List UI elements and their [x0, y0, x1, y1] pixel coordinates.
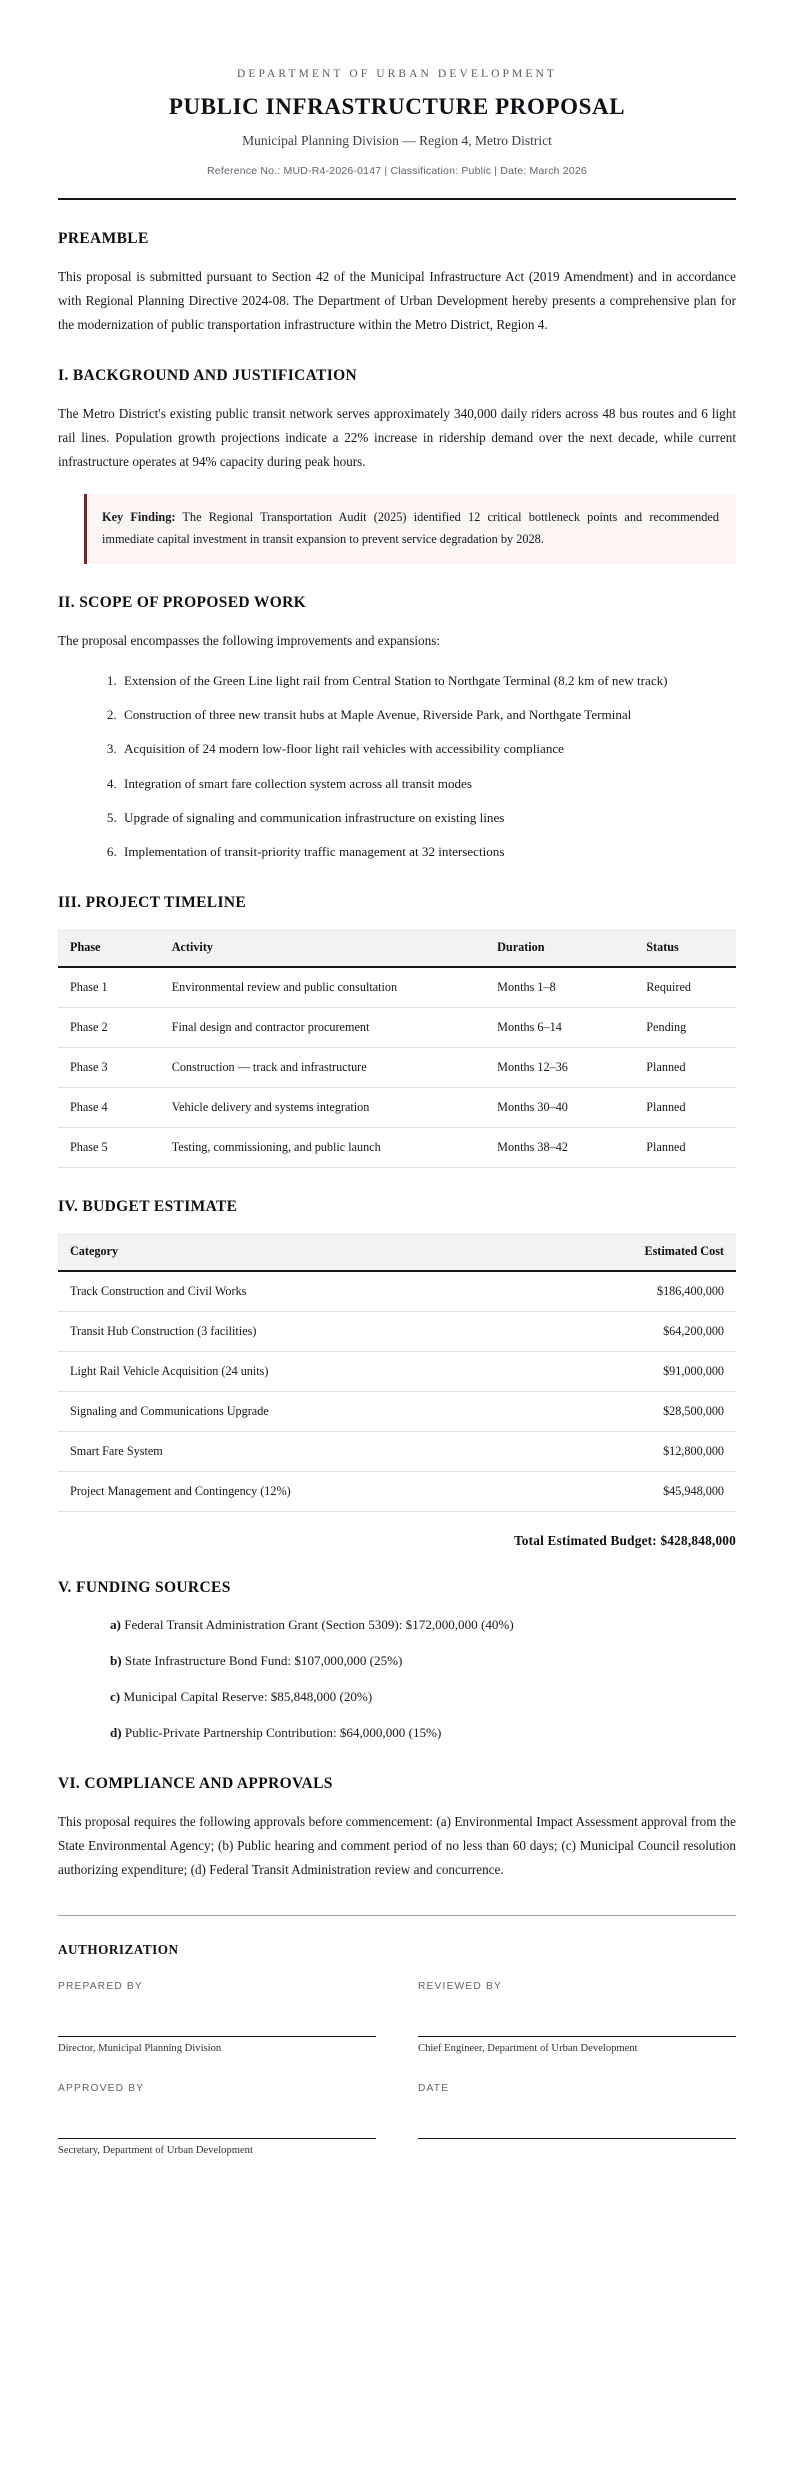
table-row: [58, 1271, 736, 1312]
table-cell: Environmental review and public consultation: [160, 967, 485, 1008]
column-header: Estimated Cost: [505, 1233, 736, 1271]
signature-line[interactable]: [58, 2098, 376, 2139]
authorization-block: [58, 1942, 736, 2165]
preamble-paragraph: This proposal is submitted pursuant to Section 42 of the Municipal Infrastructure Act (2019 Amendment) and in accordance with Regional Planning Directive 2024-08. The Department of Urban Development hereby presents a comprehensive plan for the modernization of public transportation infrastructure within the Metro District, Region 4.: [58, 269, 736, 333]
table-row: [58, 1431, 736, 1471]
budget-table: [58, 1233, 736, 1512]
timeline-table-body: [58, 967, 736, 1168]
scope-intro: The proposal encompasses the following improvements and expansions:: [58, 632, 440, 648]
masthead-divider: [58, 198, 736, 200]
table-cell: Phase 5: [58, 1127, 160, 1167]
column-header: Status: [634, 929, 736, 967]
table-row: [58, 1007, 736, 1047]
table-row: [58, 1391, 736, 1431]
table-header-row: [58, 1233, 736, 1271]
table-cell: Signaling and Communications Upgrade: [58, 1391, 505, 1431]
section-funding: [58, 1579, 736, 1745]
list-marker: d): [110, 1725, 122, 1741]
table-cell: Pending: [634, 1007, 736, 1047]
section-heading-funding: V. FUNDING SOURCES: [58, 1578, 231, 1596]
signature-field: [418, 2083, 736, 2165]
document-masthead: [58, 58, 736, 177]
list-item: 1. Extension of the Green Line light rail from Central Station to Northgate Terminal (8.2 km of new track): [120, 669, 736, 692]
signature-caption: Secretary, Department of Urban Development: [58, 2144, 253, 2156]
table-cell: Months 38–42: [485, 1127, 634, 1167]
table-row: [58, 967, 736, 1008]
list-item: [110, 1722, 736, 1744]
table-cell: Phase 1: [58, 967, 160, 1008]
section-heading-budget: IV. BUDGET ESTIMATE: [58, 1197, 238, 1215]
section-timeline: [58, 894, 736, 1168]
signature-caption: Chief Engineer, Department of Urban Development: [418, 2042, 638, 2054]
table-cell: Light Rail Vehicle Acquisition (24 units): [58, 1351, 505, 1391]
list-item: [110, 1650, 736, 1672]
funding-list: [58, 1614, 736, 1745]
budget-total: Total Estimated Budget: $428,848,000: [513, 1532, 736, 1548]
table-row: [58, 1351, 736, 1391]
table-row: [58, 1311, 736, 1351]
table-cell: Vehicle delivery and systems integration: [160, 1087, 485, 1127]
signature-field-label: DATE: [418, 2082, 450, 2094]
signature-field-label: APPROVED BY: [58, 2082, 145, 2094]
column-header: Category: [58, 1233, 505, 1271]
signature-caption: [418, 2145, 736, 2159]
section-budget: [58, 1198, 736, 1549]
budget-table-body: [58, 1271, 736, 1512]
list-item: 5. Upgrade of signaling and communication infrastructure on existing lines: [120, 806, 736, 829]
section-heading-background: I. BACKGROUND AND JUSTIFICATION: [58, 367, 358, 385]
document-subtitle: Municipal Planning Division — Region 4, Metro District: [242, 133, 552, 148]
list-item-label: Municipal Capital Reserve: $85,848,000 (20%): [120, 1689, 373, 1705]
list-item: 4. Integration of smart fare collection system across all transit modes: [120, 772, 736, 795]
signature-grid: [58, 1981, 736, 2165]
list-marker: c): [110, 1689, 121, 1705]
section-heading-compliance: VI. COMPLIANCE AND APPROVALS: [58, 1774, 333, 1792]
signature-field: [58, 1981, 376, 2063]
table-cell: $28,500,000: [505, 1391, 736, 1431]
table-row: [58, 1047, 736, 1087]
list-marker: b): [110, 1652, 122, 1668]
compliance-paragraph: This proposal requires the following approvals before commencement: (a) Environmental Impact Assessment approval from the State Environmental Agency; (b) Public hearing and comment period of no less than 60 days; (c) Municipal Council resolution authorizing expenditure; (d) Federal Transit Administration review and concurrence.: [58, 1813, 736, 1877]
table-cell: Planned: [634, 1127, 736, 1167]
table-cell: Phase 3: [58, 1047, 160, 1087]
document-reference-line: Reference No.: MUD-R4-2026-0147 | Classification: Public | Date: March 2026: [207, 165, 587, 177]
department-line: DEPARTMENT OF URBAN DEVELOPMENT: [237, 68, 557, 80]
signature-field: [58, 2083, 376, 2165]
table-cell: Phase 4: [58, 1087, 160, 1127]
page-title: PUBLIC INFRASTRUCTURE PROPOSAL: [168, 94, 626, 119]
list-item-label: Public-Private Partnership Contribution: $64,000,000 (15%): [121, 1725, 442, 1741]
authorization-divider: [58, 1915, 736, 1916]
signature-line[interactable]: [58, 1996, 376, 2037]
key-finding-body: The Regional Transportation Audit (2025) identified 12 critical bottleneck points and recommended immediate capital investment in transit expansion to prevent service degradation by 2028.: [102, 510, 720, 546]
scope-list: [58, 669, 736, 864]
key-finding-callout: [84, 494, 736, 564]
authorization-heading: AUTHORIZATION: [58, 1941, 179, 1957]
key-finding-label: Key Finding:: [102, 510, 176, 525]
table-cell: Months 1–8: [485, 967, 634, 1008]
table-cell: Months 6–14: [485, 1007, 634, 1047]
table-cell: Required: [634, 967, 736, 1008]
list-item: 3. Acquisition of 24 modern low-floor light rail vehicles with accessibility compliance: [120, 737, 736, 760]
table-cell: Track Construction and Civil Works: [58, 1271, 505, 1312]
table-cell: $64,200,000: [505, 1311, 736, 1351]
column-header: Phase: [58, 929, 160, 967]
table-cell: Planned: [634, 1047, 736, 1087]
table-cell: Project Management and Contingency (12%): [58, 1471, 505, 1511]
list-marker: a): [110, 1616, 121, 1632]
budget-table-head: [58, 1233, 736, 1271]
table-cell: $91,000,000: [505, 1351, 736, 1391]
list-item: 6. Implementation of transit-priority traffic management at 32 intersections: [120, 840, 736, 863]
table-row: [58, 1471, 736, 1511]
list-item-label: State Infrastructure Bond Fund: $107,000,000 (25%): [121, 1652, 403, 1668]
section-scope: [58, 594, 736, 864]
table-cell: $186,400,000: [505, 1271, 736, 1312]
table-cell: Planned: [634, 1087, 736, 1127]
signature-line[interactable]: [418, 2098, 736, 2139]
table-cell: Transit Hub Construction (3 facilities): [58, 1311, 505, 1351]
table-row: [58, 1087, 736, 1127]
column-header: Activity: [160, 929, 485, 967]
signature-field-label: REVIEWED BY: [418, 1980, 502, 1992]
section-heading-preamble: PREAMBLE: [58, 230, 149, 247]
table-cell: Months 30–40: [485, 1087, 634, 1127]
key-finding-text: [102, 507, 719, 551]
list-item: [110, 1614, 736, 1636]
section-background: [58, 367, 736, 564]
table-cell: Phase 2: [58, 1007, 160, 1047]
table-cell: Final design and contractor procurement: [160, 1007, 485, 1047]
signature-field: [418, 1981, 736, 2063]
section-heading-scope: II. SCOPE OF PROPOSED WORK: [58, 593, 307, 611]
table-header-row: [58, 929, 736, 967]
table-row: [58, 1127, 736, 1167]
table-cell: Months 12–36: [485, 1047, 634, 1087]
table-cell: $45,948,000: [505, 1471, 736, 1511]
timeline-table: [58, 929, 736, 1168]
timeline-table-head: [58, 929, 736, 967]
background-paragraph: The Metro District's existing public transit network serves approximately 340,000 daily riders across 48 bus routes and 6 light rail lines. Population growth projections indicate a 22% increase in ridership demand over the next decade, while current infrastructure operates at 94% capacity during peak hours.: [58, 406, 736, 470]
list-item: [110, 1686, 736, 1708]
table-cell: Construction — track and infrastructure: [160, 1047, 485, 1087]
table-cell: $12,800,000: [505, 1431, 736, 1471]
section-compliance: [58, 1775, 736, 1882]
section-heading-timeline: III. PROJECT TIMELINE: [58, 893, 247, 911]
list-item-label: Federal Transit Administration Grant (Section 5309): $172,000,000 (40%): [120, 1616, 514, 1632]
list-item: 2. Construction of three new transit hubs at Maple Avenue, Riverside Park, and Northgate Terminal: [120, 703, 736, 726]
section-preamble: [58, 230, 736, 337]
table-cell: Smart Fare System: [58, 1431, 505, 1471]
column-header: Duration: [485, 929, 634, 967]
signature-line[interactable]: [418, 1996, 736, 2037]
signature-field-label: PREPARED BY: [58, 1980, 143, 1992]
signature-caption: Director, Municipal Planning Division: [58, 2042, 222, 2054]
table-cell: Testing, commissioning, and public launch: [160, 1127, 485, 1167]
